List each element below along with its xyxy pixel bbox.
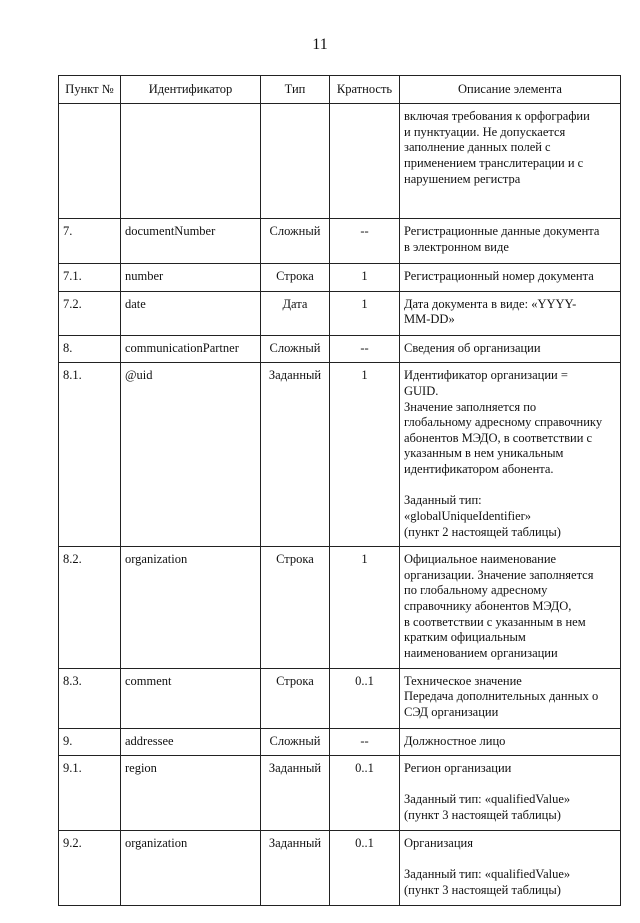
row-identifier: date [121, 291, 261, 335]
row-multiplicity: 1 [330, 291, 400, 335]
row-identifier: addressee [121, 728, 261, 756]
header-item-number: Пункт № [59, 76, 121, 104]
row-multiplicity: -- [330, 219, 400, 264]
row-multiplicity: 1 [330, 547, 400, 668]
row-description: Идентификатор организации = GUID. Значение заполняется по глобальному адресному справочнику абонентов МЭДО, в соответствии с указанным в нем уникальным идентификатором абонента. Заданный тип: «globalUniqueIdentifier» (пункт 2 настоящей таблицы) [400, 363, 621, 547]
table-row [59, 830, 621, 905]
row-description: Техническое значение Передача дополнительных данных о СЭД организации [400, 668, 621, 728]
row-number: 9.1. [59, 756, 121, 831]
row-identifier: organization [121, 547, 261, 668]
row-description: Регистрационные данные документа в электронном виде [400, 219, 621, 264]
row-number: 7.1. [59, 264, 121, 292]
row-type: Строка [261, 668, 330, 728]
row-multiplicity: 0..1 [330, 756, 400, 831]
row-number [59, 104, 121, 219]
table-header-row [59, 76, 621, 104]
row-number: 8.3. [59, 668, 121, 728]
header-multiplicity: Кратность [330, 76, 400, 104]
row-number: 8. [59, 335, 121, 363]
row-identifier: organization [121, 830, 261, 905]
row-description: Должностное лицо [400, 728, 621, 756]
row-number: 8.1. [59, 363, 121, 547]
row-description: включая требования к орфографии и пунктуации. Не допускается заполнение данных полей с применением транслитерации и с нарушением регистра [400, 104, 621, 219]
row-type: Сложный [261, 219, 330, 264]
row-multiplicity: 1 [330, 363, 400, 547]
row-number: 7. [59, 219, 121, 264]
row-description: Регистрационный номер документа [400, 264, 621, 292]
row-multiplicity [330, 104, 400, 219]
header-type: Тип [261, 76, 330, 104]
row-number: 7.2. [59, 291, 121, 335]
table-row [59, 335, 621, 363]
row-type [261, 104, 330, 219]
table-row [59, 728, 621, 756]
row-number: 9.2. [59, 830, 121, 905]
row-description: Организация Заданный тип: «qualifiedValue» (пункт 3 настоящей таблицы) [400, 830, 621, 905]
row-identifier: region [121, 756, 261, 831]
row-description: Сведения об организации [400, 335, 621, 363]
row-number: 9. [59, 728, 121, 756]
row-identifier: communicationPartner [121, 335, 261, 363]
row-type: Строка [261, 264, 330, 292]
row-multiplicity: -- [330, 728, 400, 756]
row-description: Официальное наименование организации. Значение заполняется по глобальному адресному справочнику абонентов МЭДО, в соответствии с указанным в нем кратким официальным наименованием организации [400, 547, 621, 668]
row-description: Регион организации Заданный тип: «qualifiedValue» (пункт 3 настоящей таблицы) [400, 756, 621, 831]
row-type: Дата [261, 291, 330, 335]
row-identifier [121, 104, 261, 219]
row-identifier: documentNumber [121, 219, 261, 264]
row-type: Сложный [261, 335, 330, 363]
table-row [59, 291, 621, 335]
header-description: Описание элемента [400, 76, 621, 104]
header-identifier: Идентификатор [121, 76, 261, 104]
table-row [59, 756, 621, 831]
row-type: Сложный [261, 728, 330, 756]
element-spec-table [58, 75, 621, 906]
row-type: Заданный [261, 756, 330, 831]
row-type: Заданный [261, 363, 330, 547]
row-multiplicity: 1 [330, 264, 400, 292]
row-type: Строка [261, 547, 330, 668]
row-multiplicity: 0..1 [330, 830, 400, 905]
row-number: 8.2. [59, 547, 121, 668]
row-multiplicity: -- [330, 335, 400, 363]
row-type: Заданный [261, 830, 330, 905]
row-description: Дата документа в виде: «YYYY- MM-DD» [400, 291, 621, 335]
page-number: 11 [312, 36, 328, 53]
row-identifier: comment [121, 668, 261, 728]
row-identifier: number [121, 264, 261, 292]
table-row [59, 219, 621, 264]
row-identifier: @uid [121, 363, 261, 547]
table-row [59, 264, 621, 292]
table-row [59, 547, 621, 668]
table-row [59, 104, 621, 219]
table-row [59, 363, 621, 547]
table-row [59, 668, 621, 728]
row-multiplicity: 0..1 [330, 668, 400, 728]
